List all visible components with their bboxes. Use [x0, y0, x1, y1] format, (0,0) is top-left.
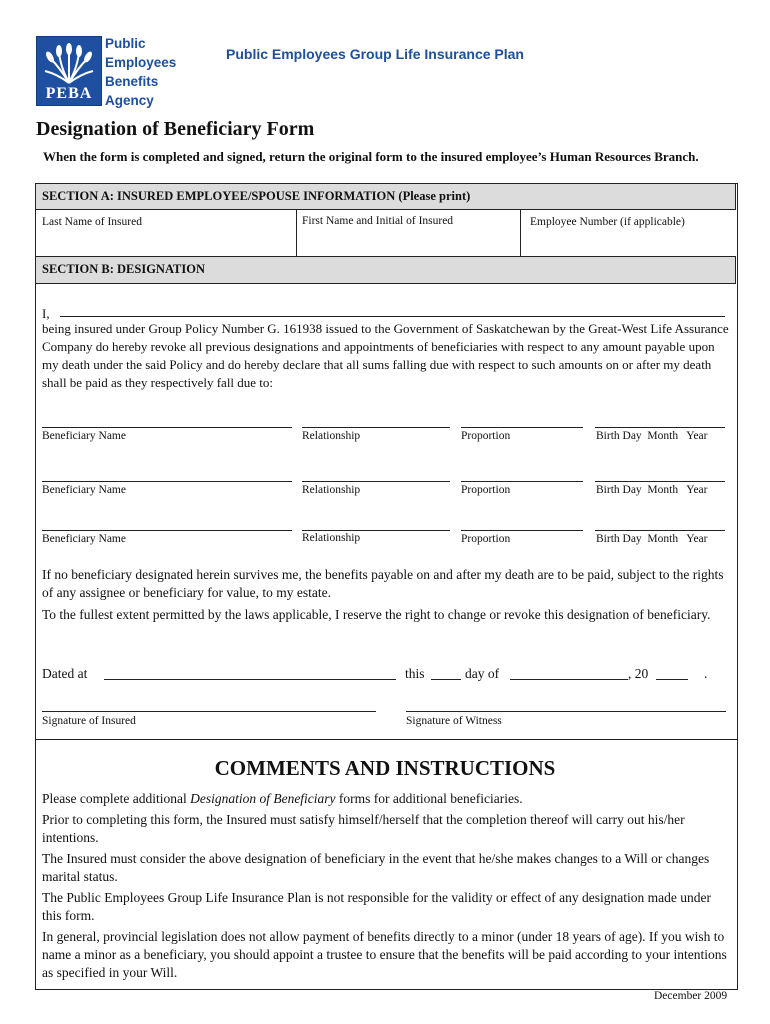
beneficiary-name-label: Beneficiary Name [42, 430, 126, 442]
agency-line: Agency [105, 93, 154, 108]
section-b-header [35, 256, 736, 284]
beneficiary-name-label: Beneficiary Name [42, 533, 126, 545]
relationship-label: Relationship [302, 484, 361, 496]
no-survivor-clause: If no beneficiary designated herein survives me, the benefits payable on and after my death are to be paid, subject to the rights of any assignee or beneficiary for value, to my estate. [42, 567, 724, 600]
birth-date-line[interactable] [595, 530, 725, 531]
beneficiary-name-line[interactable] [42, 427, 292, 428]
i-label: I, [42, 306, 50, 321]
agency-name [105, 34, 225, 110]
year-prefix-label: , 20 [628, 666, 649, 681]
birth-date-line[interactable] [595, 481, 725, 482]
proportion-label: Proportion [461, 533, 511, 545]
beneficiary-name-label: Beneficiary Name [42, 484, 126, 496]
relationship-line[interactable] [302, 481, 450, 482]
comments-heading: COMMENTS AND INSTRUCTIONS [214, 756, 556, 780]
relationship-line[interactable] [302, 427, 450, 428]
day-of-label: day of [465, 666, 500, 681]
agency-line: Employees [105, 55, 177, 70]
return-note: When the form is completed and signed, return the original form to the insured employee’s Human Resources Branch. [43, 149, 699, 164]
instruction-item: In general, provincial legislation does not allow payment of benefits directly to a minor (under 18 years of age). If you wish to name a minor as a beneficiary, you should appoint a trustee to ensure that the benefits will be paid according to your intentions as specified in your Will. [42, 929, 727, 980]
birth-date-label: Birth Day Month Year [596, 533, 708, 545]
month-line[interactable] [510, 679, 628, 680]
insured-signature-label: Signature of Insured [42, 715, 136, 727]
section-a-header [35, 183, 736, 210]
section-a-title: SECTION A: INSURED EMPLOYEE/SPOUSE INFORMATION (Please print) [42, 189, 471, 203]
relationship-label: Relationship [302, 430, 361, 442]
witness-signature-line[interactable] [406, 711, 726, 712]
day-line[interactable] [431, 679, 461, 680]
agency-line: Public [105, 36, 146, 51]
first-name-field[interactable]: First Name and Initial of Insured [302, 215, 454, 227]
period-mark: . [704, 666, 708, 681]
instruction-item: The Public Employees Group Life Insurance Plan is not responsible for the validity or effect of any designation made under this form. [42, 890, 711, 923]
instruction-item: The Insured must consider the above designation of beneficiary in the event that he/she makes changes to a Will or changes marital status. [42, 851, 710, 884]
relationship-label: Relationship [302, 532, 361, 544]
section-b-title: SECTION B: DESIGNATION [42, 262, 206, 276]
birth-date-label: Birth Day Month Year [596, 430, 708, 442]
revision-date: December 2009 [654, 990, 728, 1002]
last-name-field[interactable]: Last Name of Insured [42, 216, 142, 228]
divider [520, 210, 521, 256]
proportion-line[interactable] [461, 427, 583, 428]
instruction-item: Prior to completing this form, the Insured must satisfy himself/herself that the completion thereof will carry out his/her intentions. [42, 812, 685, 845]
proportion-line[interactable] [461, 530, 583, 531]
plan-title: Public Employees Group Life Insurance Plan [226, 46, 524, 62]
instruction-text: forms for additional beneficiaries. [335, 791, 523, 806]
year-line[interactable] [656, 679, 688, 680]
revocation-clause: To the fullest extent permitted by the laws applicable, I reserve the right to change or revoke this designation of beneficiary. [42, 607, 711, 622]
beneficiary-name-line[interactable] [42, 530, 292, 531]
relationship-line[interactable] [302, 530, 450, 531]
designation-statement: being insured under Group Policy Number G. 161938 issued to the Government of Saskatchewan by the Great-West Life Assurance Company do hereby revoke all previous designations and appointments of beneficiaries with respect to any amount payable upon my death under the said Policy and do hereby declare that all sums falling due with respect to such amounts on or after my death shall be paid as they respectively fall due to: [42, 321, 729, 390]
dated-at-label: Dated at [42, 666, 88, 681]
peba-logo [36, 36, 102, 106]
employee-number-field[interactable]: Employee Number (if applicable) [530, 216, 685, 228]
witness-signature-label: Signature of Witness [406, 715, 502, 727]
agency-line: Benefits [105, 74, 159, 89]
insured-name-line[interactable] [60, 316, 725, 317]
divider [296, 210, 297, 256]
insured-signature-line[interactable] [42, 711, 376, 712]
proportion-line[interactable] [461, 481, 583, 482]
instruction-item [42, 790, 732, 808]
instruction-text: Please complete additional [42, 791, 191, 806]
proportion-label: Proportion [461, 484, 511, 496]
logo-wordmark: PEBA [45, 85, 93, 102]
birth-date-label: Birth Day Month Year [596, 484, 708, 496]
dated-at-line[interactable] [104, 679, 396, 680]
proportion-label: Proportion [461, 430, 511, 442]
section-divider [35, 739, 737, 740]
beneficiary-name-line[interactable] [42, 481, 292, 482]
birth-date-line[interactable] [595, 427, 725, 428]
form-title: Designation of Beneficiary Form [36, 118, 315, 140]
this-label: this [405, 666, 425, 681]
form-name-emphasis: Designation of Beneficiary [190, 791, 336, 806]
